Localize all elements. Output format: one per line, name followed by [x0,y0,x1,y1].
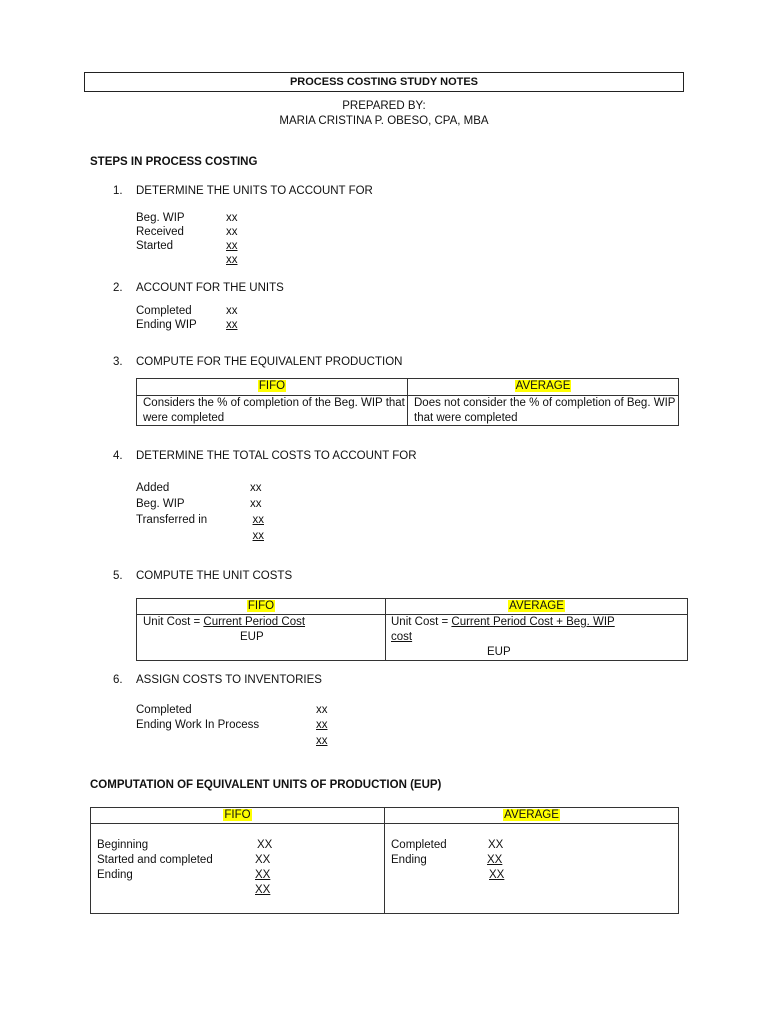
step1-row-value: xx [226,226,238,238]
step1-total: xx [226,254,238,266]
eup-heading: COMPUTATION OF EQUIVALENT UNITS OF PRODUCTION (EUP) [90,779,442,791]
prepared-by-label: PREPARED BY: [342,100,426,112]
eup-fifo-row-value: XX [257,839,273,851]
fifo-denominator: EUP [240,631,264,643]
step2-row-name: Completed [136,305,192,317]
step6-row-name: Ending Work In Process [136,719,260,731]
average-header: AVERAGE [504,809,559,821]
eup-fifo-row-name: Beginning [97,839,149,851]
fifo-numerator: Current Period Cost [203,616,306,628]
step1-row-name: Received [136,226,184,238]
step4-row-name: Transferred in [136,514,208,526]
average-formula: Unit Cost = Current Period Cost + Beg. WIP [391,616,615,628]
author-name: MARIA CRISTINA P. OBESO, CPA, MBA [279,115,489,127]
step4-number: 4. [113,450,123,462]
average-header: AVERAGE [509,600,564,612]
step3-number: 3. [113,356,123,368]
step1-row-name: Beg. WIP [136,212,185,224]
eup-average-row-name: Ending [391,854,427,866]
step4-row-value: xx [252,514,264,526]
step1-row-name: Started [136,240,174,252]
eup-table [90,807,679,914]
step4-title: DETERMINE THE TOTAL COSTS TO ACCOUNT FOR [136,450,417,462]
unit-costs-table [136,598,688,661]
step2-row-value: xx [226,305,238,317]
eup-average-row-value: XX [488,839,504,851]
step5-title: COMPUTE THE UNIT COSTS [136,570,293,582]
step1-row-value: xx [226,212,238,224]
step6-row-value: xx [316,704,328,716]
equivalent-production-table [136,378,679,426]
step6-row-name: Completed [136,704,192,716]
fifo-header: FIFO [247,600,275,612]
fifo-description: Considers the % of completion of the Beg. WIP that were completed [143,397,405,424]
step1-row-value: xx [226,240,238,252]
eup-fifo-row-value: XX [255,854,271,866]
step5-number: 5. [113,570,123,582]
average-header: AVERAGE [515,380,571,392]
step4-row-name: Beg. WIP [136,498,185,510]
eup-fifo-total: XX [255,884,271,896]
average-numerator-cont: cost [391,631,413,643]
step2-number: 2. [113,282,123,294]
eup-average-row-name: Completed [391,839,447,851]
step1-title: DETERMINE THE UNITS TO ACCOUNT FOR [136,185,373,197]
step2-row-value: xx [226,319,238,331]
eup-average-row-value: XX [487,854,503,866]
step3-title: COMPUTE FOR THE EQUIVALENT PRODUCTION [136,356,403,368]
eup-fifo-row-value: XX [255,869,271,881]
document-title: PROCESS COSTING STUDY NOTES [84,72,684,92]
fifo-formula: Unit Cost = Current Period Cost [143,616,306,628]
fifo-header: FIFO [224,809,251,821]
eup-fifo-row-name: Ending [97,869,133,881]
eup-fifo-row-name: Started and completed [97,854,213,866]
step4-row-name: Added [136,482,170,494]
average-description: Does not consider the % of completion of Beg. WIP that were completed [414,397,676,424]
step4-row-value: xx [250,482,262,494]
step6-number: 6. [113,674,123,686]
step6-total: xx [316,735,328,747]
step6-row-value: xx [316,719,328,731]
step6-title: ASSIGN COSTS TO INVENTORIES [136,674,322,686]
step4-total: xx [252,530,264,542]
step4-row-value: xx [250,498,262,510]
step2-row-name: Ending WIP [136,319,197,331]
average-denominator: EUP [487,646,511,658]
step2-title: ACCOUNT FOR THE UNITS [136,282,284,294]
average-numerator: Current Period Cost + Beg. WIP [451,616,615,628]
steps-heading: STEPS IN PROCESS COSTING [90,156,258,168]
step1-number: 1. [113,185,123,197]
eup-average-total: XX [489,869,505,881]
fifo-header: FIFO [258,380,286,392]
